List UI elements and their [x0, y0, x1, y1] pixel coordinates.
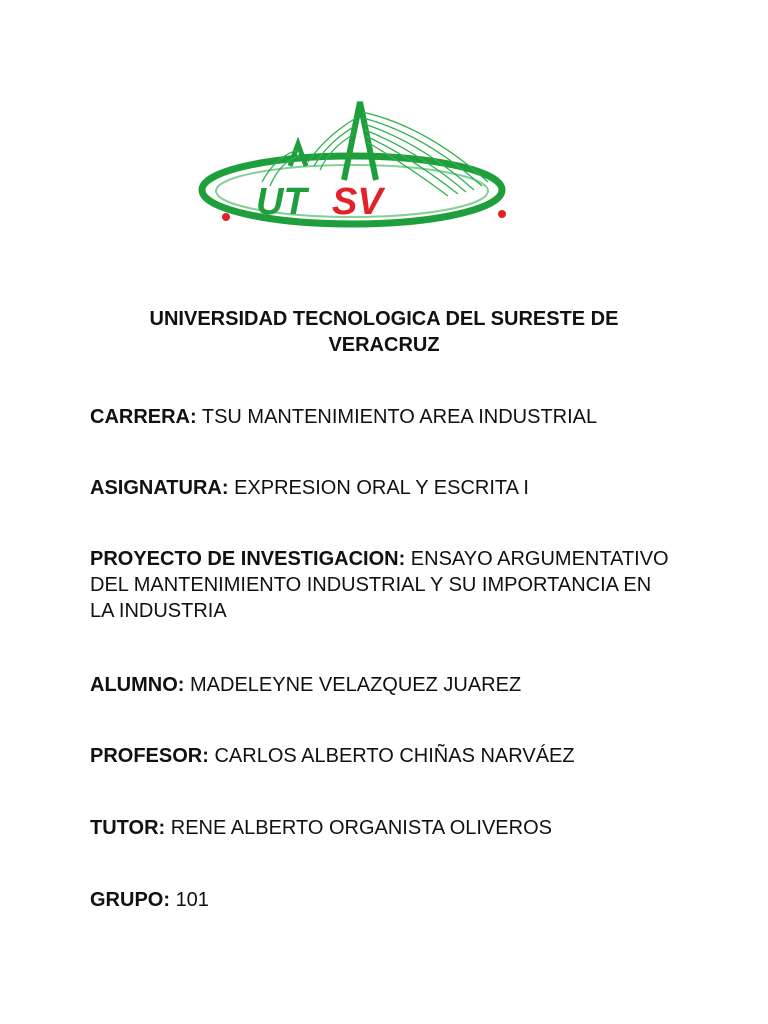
field-grupo [90, 887, 690, 913]
value-carrera: TSU MANTENIMIENTO AREA INDUSTRIAL [201, 406, 598, 428]
logo-dot-right [498, 210, 506, 218]
value-alumno: MADELEYNE VELAZQUEZ JUAREZ [190, 674, 522, 696]
field-tutor [90, 815, 690, 841]
value-proyecto-line-1: ENSAYO ARGUMENTATIVO [410, 548, 669, 570]
value-grupo: 101 [175, 889, 209, 911]
logo-text-ut: UT [256, 181, 307, 223]
field-carrera [90, 404, 690, 430]
value-profesor: CARLOS ALBERTO CHIÑAS NARVÁEZ [214, 745, 575, 767]
field-asignatura [90, 475, 690, 501]
value-proyecto-line-2: DEL MANTENIMIENTO INDUSTRIAL Y SU IMPORTANCIA EN [90, 574, 652, 596]
field-proyecto [90, 546, 690, 624]
label-tutor: TUTOR: [90, 817, 166, 839]
value-tutor: RENE ALBERTO ORGANISTA OLIVEROS [170, 817, 552, 839]
label-asignatura: ASIGNATURA: [90, 477, 229, 499]
title-line-1: UNIVERSIDAD TECNOLOGICA DEL SURESTE DE [149, 308, 619, 330]
label-alumno: ALUMNO: [90, 674, 185, 696]
label-proyecto: PROYECTO DE INVESTIGACION: [90, 548, 406, 570]
value-asignatura: EXPRESION ORAL Y ESCRITA I [234, 477, 529, 499]
field-profesor [90, 743, 690, 769]
value-proyecto-line-3: LA INDUSTRIA [90, 600, 227, 622]
label-grupo: GRUPO: [90, 889, 170, 911]
utsv-logo [196, 96, 516, 232]
title-line-2: VERACRUZ [328, 334, 440, 356]
document-title [90, 306, 678, 358]
label-carrera: CARRERA: [90, 406, 197, 428]
logo-dot-left [222, 213, 230, 221]
logo-text-sv: SV [332, 181, 383, 223]
field-alumno [90, 672, 690, 698]
label-profesor: PROFESOR: [90, 745, 209, 767]
